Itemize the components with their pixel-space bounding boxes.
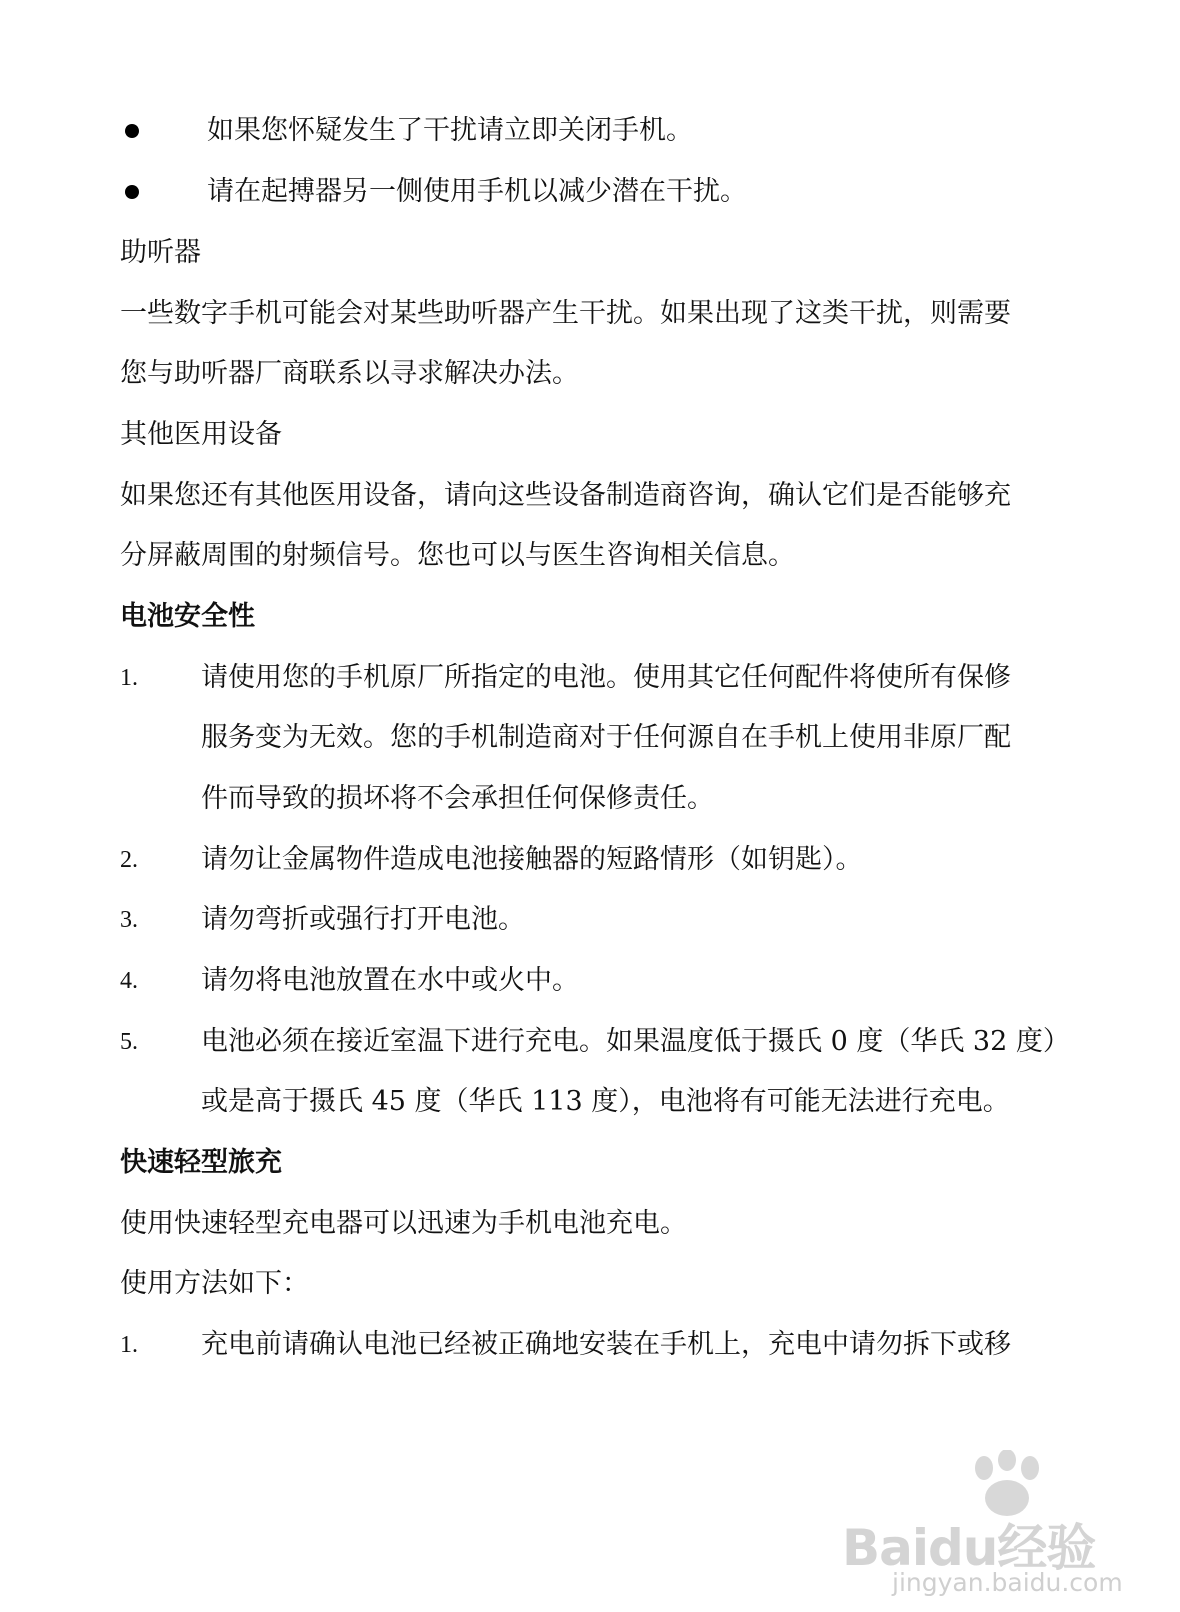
list-number: 1. — [120, 1332, 138, 1358]
list-number: 2. — [120, 847, 138, 873]
list-number: 3. — [120, 907, 138, 933]
list-number: 5. — [120, 1029, 138, 1055]
baidu-watermark — [842, 1450, 1162, 1600]
list-item-line: 请勿让金属物件造成电池接触器的短路情形（如钥匙）。 — [201, 844, 863, 875]
list-number: 4. — [120, 968, 138, 994]
bullet-text: 请在起搏器另一侧使用手机以减少潜在干扰。 — [207, 176, 747, 207]
bullet-text: 如果您怀疑发生了干扰请立即关闭手机。 — [207, 115, 693, 146]
list-number: 1. — [120, 665, 138, 691]
paragraph-line: 分屏蔽周围的射频信号。您也可以与医生咨询相关信息。 — [120, 540, 795, 571]
paragraph-line: 使用快速轻型充电器可以迅速为手机电池充电。 — [120, 1208, 687, 1239]
section-heading-hearing-aid: 助听器 — [120, 237, 201, 268]
watermark-url: jingyan.baidu.com — [892, 1568, 1123, 1597]
bullet-dot — [125, 185, 139, 199]
paragraph-line: 如果您还有其他医用设备，请向这些设备制造商咨询，确认它们是否能够充 — [120, 480, 1011, 511]
list-item-line: 件而导致的损坏将不会承担任何保修责任。 — [201, 783, 714, 814]
list-item-line: 请勿弯折或强行打开电池。 — [201, 904, 525, 935]
list-item-line: 服务变为无效。您的手机制造商对于任何源自在手机上使用非原厂配 — [201, 722, 1011, 753]
list-item-line: 充电前请确认电池已经被正确地安装在手机上，充电中请勿拆下或移 — [201, 1329, 1011, 1360]
list-item-line: 电池必须在接近室温下进行充电。如果温度低于摄氏 0 度（华氏 32 度） — [201, 1026, 1070, 1057]
section-heading-charger: 快速轻型旅充 — [120, 1147, 282, 1178]
paragraph-line: 一些数字手机可能会对某些助听器产生干扰。如果出现了这类干扰，则需要 — [120, 298, 1011, 329]
section-heading-other-devices: 其他医用设备 — [120, 419, 282, 450]
list-item-line: 请使用您的手机原厂所指定的电池。使用其它任何配件将使所有保修 — [201, 662, 1011, 693]
section-heading-battery: 电池安全性 — [120, 601, 255, 632]
list-item-line: 请勿将电池放置在水中或火中。 — [201, 965, 579, 996]
paragraph-line: 使用方法如下： — [120, 1268, 309, 1299]
bullet-dot — [125, 124, 139, 138]
watermark-brand: Baidu经验 — [842, 1519, 1096, 1577]
list-item-line: 或是高于摄氏 45 度（华氏 113 度），电池将有可能无法进行充电。 — [201, 1086, 1010, 1117]
paragraph-line: 您与助听器厂商联系以寻求解决办法。 — [120, 358, 579, 389]
